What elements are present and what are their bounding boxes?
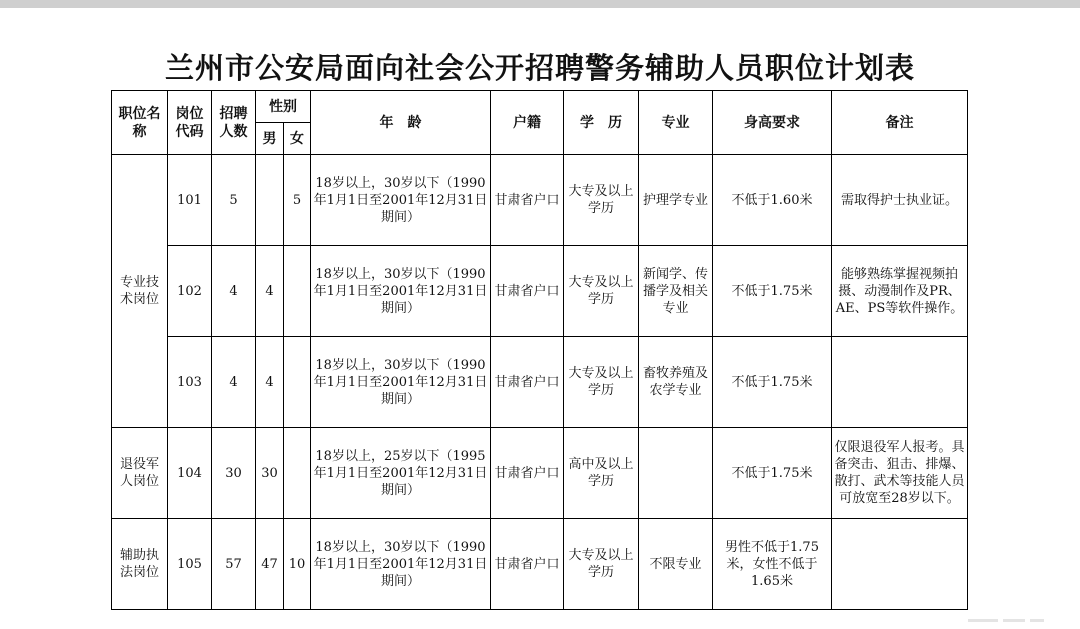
page-title: 兰州市公安局面向社会公开招聘警务辅助人员职位计划表 — [164, 51, 915, 85]
cell-count: 5 — [212, 155, 256, 246]
table-row — [112, 428, 968, 519]
header-position: 职位名称 — [112, 91, 168, 155]
header-gender: 性别 — [256, 91, 311, 123]
cell-age: 18岁以上，30岁以下（1990年1月1日至2001年12月31日期间） — [311, 519, 491, 610]
cell-hukou: 甘肃省户口 — [491, 519, 564, 610]
cell-age: 18岁以上，25岁以下（1995年1月1日至2001年12月31日期间） — [311, 428, 491, 519]
header-note: 备注 — [832, 91, 968, 155]
cell-height: 不低于1.75米 — [713, 428, 832, 519]
header-male: 男 — [256, 123, 284, 155]
cell-education: 高中及以上学历 — [564, 428, 639, 519]
cell-height: 不低于1.60米 — [713, 155, 832, 246]
cell-count: 57 — [212, 519, 256, 610]
table-row — [112, 246, 968, 337]
cell-major: 不限专业 — [639, 519, 713, 610]
cell-male: 47 — [256, 519, 284, 610]
cell-code: 101 — [168, 155, 212, 246]
cell-female — [284, 337, 311, 428]
cell-code: 103 — [168, 337, 212, 428]
cell-height: 不低于1.75米 — [713, 246, 832, 337]
cell-count: 4 — [212, 246, 256, 337]
table-row — [112, 337, 968, 428]
group-tech: 专业技术岗位 — [112, 155, 168, 428]
cell-education: 大专及以上学历 — [564, 246, 639, 337]
cell-major: 护理学专业 — [639, 155, 713, 246]
header-major: 专业 — [639, 91, 713, 155]
header-height: 身高要求 — [713, 91, 832, 155]
cell-education: 大专及以上学历 — [564, 337, 639, 428]
cell-note: 能够熟练掌握视频拍摄、动漫制作及PR、AE、PS等软件操作。 — [832, 246, 968, 337]
cell-hukou: 甘肃省户口 — [491, 428, 564, 519]
cell-code: 104 — [168, 428, 212, 519]
cell-height: 男性不低于1.75米，女性不低于1.65米 — [713, 519, 832, 610]
cell-hukou: 甘肃省户口 — [491, 337, 564, 428]
group-assist: 辅助执法岗位 — [112, 519, 168, 610]
cell-hukou: 甘肃省户口 — [491, 155, 564, 246]
table-row — [112, 519, 968, 610]
header-count: 招聘人数 — [212, 91, 256, 155]
cell-major: 畜牧养殖及农学专业 — [639, 337, 713, 428]
cell-female: 5 — [284, 155, 311, 246]
cell-major: 新闻学、传播学及相关专业 — [639, 246, 713, 337]
cell-count: 30 — [212, 428, 256, 519]
cell-male — [256, 155, 284, 246]
cell-female — [284, 246, 311, 337]
cell-female: 10 — [284, 519, 311, 610]
cell-count: 4 — [212, 337, 256, 428]
cell-note — [832, 519, 968, 610]
cell-age: 18岁以上，30岁以下（1990年1月1日至2001年12月31日期间） — [311, 246, 491, 337]
top-border-strip — [0, 0, 1080, 8]
cell-age: 18岁以上，30岁以下（1990年1月1日至2001年12月31日期间） — [311, 337, 491, 428]
cell-note: 需取得护士执业证。 — [832, 155, 968, 246]
header-hukou: 户籍 — [491, 91, 564, 155]
cell-education: 大专及以上学历 — [564, 519, 639, 610]
cell-male: 4 — [256, 337, 284, 428]
cell-male: 4 — [256, 246, 284, 337]
cell-code: 102 — [168, 246, 212, 337]
cell-education: 大专及以上学历 — [564, 155, 639, 246]
position-plan-table — [111, 90, 968, 610]
header-age: 年 龄 — [311, 91, 491, 155]
group-veteran: 退役军人岗位 — [112, 428, 168, 519]
header-code: 岗位代码 — [168, 91, 212, 155]
cell-code: 105 — [168, 519, 212, 610]
cell-age: 18岁以上，30岁以下（1990年1月1日至2001年12月31日期间） — [311, 155, 491, 246]
cell-major — [639, 428, 713, 519]
header-row-1 — [112, 91, 968, 123]
cell-hukou: 甘肃省户口 — [491, 246, 564, 337]
table-row — [112, 155, 968, 246]
faint-watermark — [968, 610, 1080, 618]
cell-male: 30 — [256, 428, 284, 519]
cell-female — [284, 428, 311, 519]
cell-note: 仅限退役军人报考。具备突击、狙击、排爆、散打、武术等技能人员可放宽至28岁以下。 — [832, 428, 968, 519]
cell-height: 不低于1.75米 — [713, 337, 832, 428]
cell-note — [832, 337, 968, 428]
header-female: 女 — [284, 123, 311, 155]
header-education: 学 历 — [564, 91, 639, 155]
